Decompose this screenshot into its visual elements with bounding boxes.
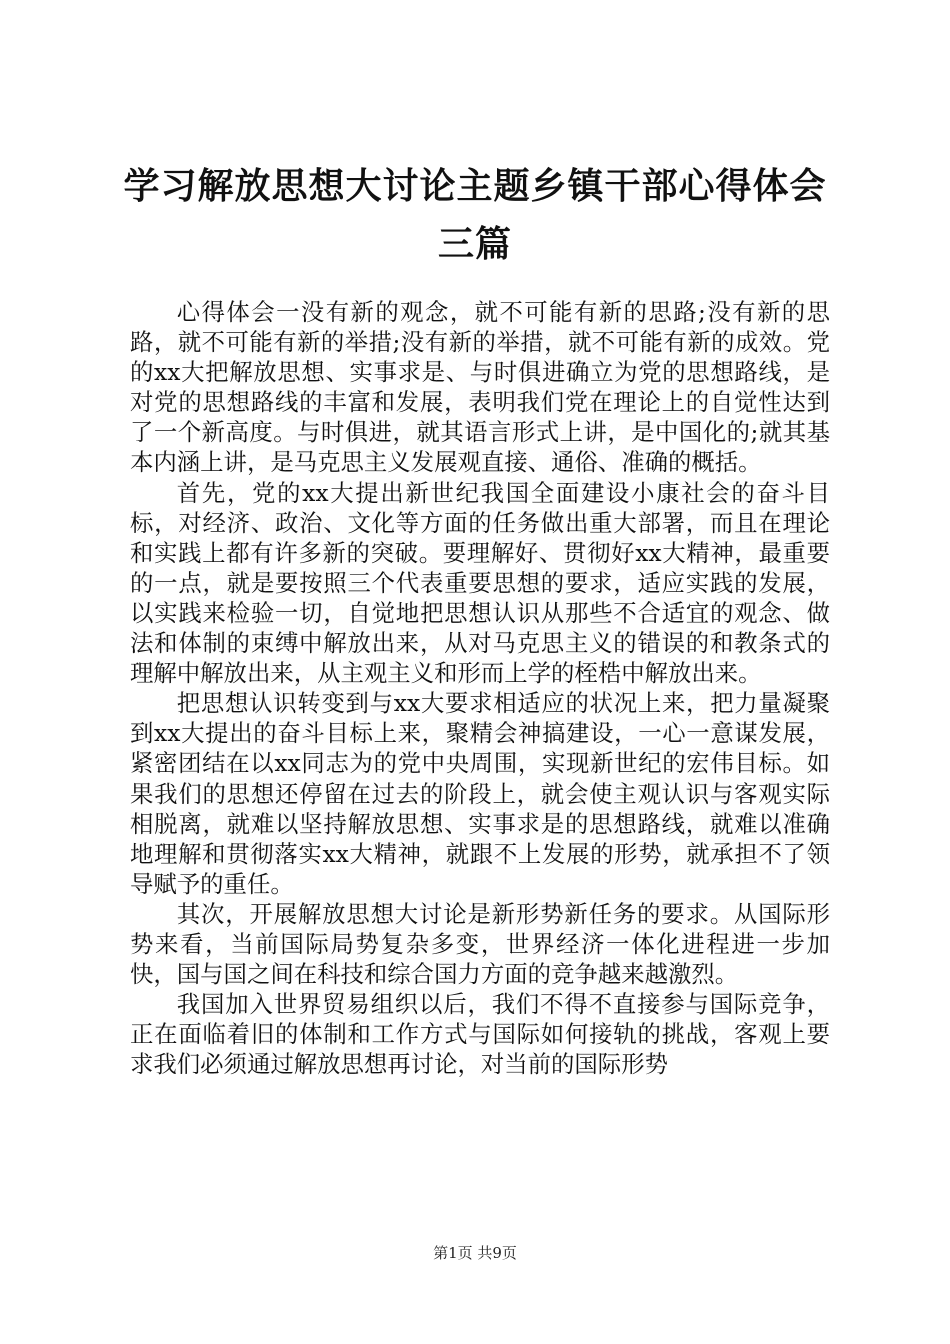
- document-title: 学习解放思想大讨论主题乡镇干部心得体会三篇: [123, 166, 827, 265]
- document-body: [130, 297, 830, 1079]
- paragraph-1: 心得体会一没有新的观念，就不可能有新的思路;没有新的思路，就不可能有新的举措;没有新的举措，就不可能有新的成效。党的xx大把解放思想、实事求是、与时俱进确立为党的思想路线，是对党的思想路线的丰富和发展，表明我们党在理论上的自觉性达到了一个新高度。与时俱进，就其语言形式上讲，是中国化的;就其基本内涵上讲，是马克思主义发展观直接、通俗、准确的概括。: [130, 298, 830, 477]
- page-footer: 第1页 共9页: [433, 1244, 517, 1262]
- paragraph-5: 我国加入世界贸易组织以后，我们不得不直接参与国际竞争，正在面临着旧的体制和工作方式与国际如何接轨的挑战，客观上要求我们必须通过解放思想再讨论，对当前的国际形势: [130, 990, 830, 1079]
- paragraph-4: 其次，开展解放思想大讨论是新形势新任务的要求。从国际形势来看，当前国际局势复杂多变，世界经济一体化进程进一步加快，国与国之间在科技和综合国力方面的竞争越来越激烈。: [130, 899, 830, 989]
- paragraph-2: 首先，党的xx大提出新世纪我国全面建设小康社会的奋斗目标，对经济、政治、文化等方面的任务做出重大部署，而且在理论和实践上都有许多新的突破。要理解好、贯彻好xx大精神，最重要的一点，就是要按照三个代表重要思想的要求，适应实践的发展，以实践来检验一切，自觉地把思想认识从那些不合适宜的观念、做法和体制的束缚中解放出来，从对马克思主义的错误的和教条式的理解中解放出来，从主观主义和形而上学的桎梏中解放出来。: [130, 478, 830, 688]
- paragraph-3: 把思想认识转变到与xx大要求相适应的状况上来，把力量凝聚到xx大提出的奋斗目标上来，聚精会神搞建设，一心一意谋发展，紧密团结在以xx同志为的党中央周围，实现新世纪的宏伟目标。如果我们的思想还停留在过去的阶段上，就会使主观认识与客观实际相脱离，就难以坚持解放思想、实事求是的思想路线，就难以准确地理解和贯彻落实xx大精神，就跟不上发展的形势，就承担不了领导赋予的重任。: [130, 689, 830, 898]
